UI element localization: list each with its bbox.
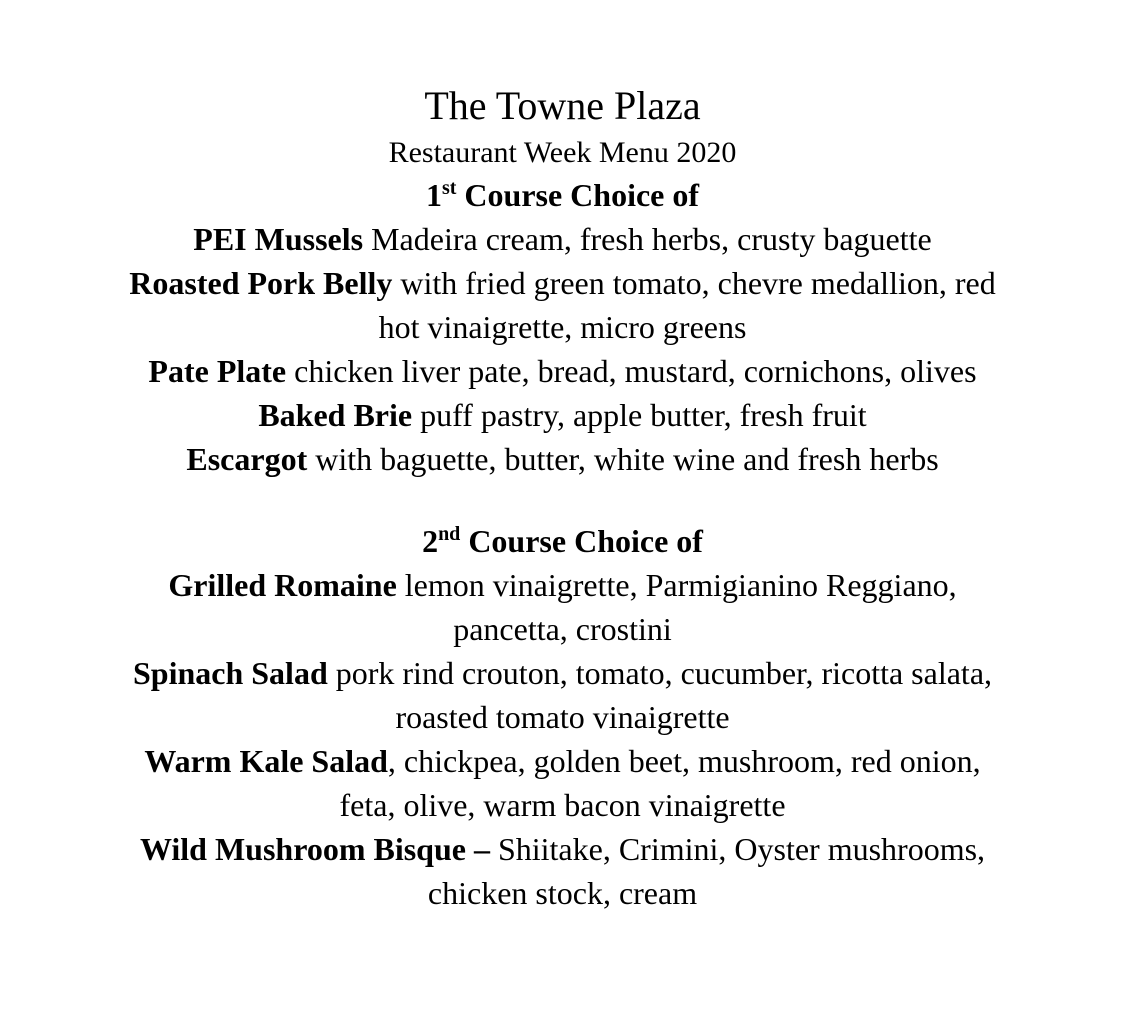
menu-subtitle: Restaurant Week Menu 2020 [388, 136, 737, 169]
item-description: chicken liver pate, bread, mustard, cornichons, olives [286, 353, 977, 389]
course-items [128, 563, 998, 915]
menu-item-spinach-salad [128, 651, 998, 739]
item-name: Roasted Pork Belly [129, 265, 393, 301]
item-name: Escargot [186, 441, 308, 477]
menu-item-escargot [128, 437, 998, 481]
menu-item-wild-mushroom-bisque [128, 827, 998, 915]
course-divider-space [0, 481, 1125, 519]
course-items [128, 217, 998, 481]
menu [0, 79, 1125, 915]
item-name: Pate Plate [148, 353, 287, 389]
item-description: with baguette, butter, white wine and fresh herbs [307, 441, 939, 477]
menu-item-pei-mussels [128, 217, 998, 261]
item-description: puff pastry, apple butter, fresh fruit [412, 397, 867, 433]
menu-item-baked-brie [128, 393, 998, 437]
item-name: Spinach Salad [132, 655, 328, 691]
item-name: Grilled Romaine [168, 567, 397, 603]
course-heading: 1st Course Choice of [425, 177, 700, 213]
item-name: Wild Mushroom Bisque – [139, 831, 490, 867]
item-description: with fried green tomato, chevre medallion, red hot vinaigrette, micro greens [378, 265, 996, 345]
restaurant-title: The Towne Plaza [424, 83, 701, 128]
item-name: Baked Brie [258, 397, 413, 433]
course-heading: 2nd Course Choice of [422, 523, 703, 559]
item-name: Warm Kale Salad [144, 743, 388, 779]
item-description: pork rind crouton, tomato, cucumber, ricotta salata, roasted tomato vinaigrette [327, 655, 993, 735]
menu-item-warm-kale-salad [128, 739, 998, 827]
menu-item-pate-plate [128, 349, 998, 393]
item-name: PEI Mussels [193, 221, 364, 257]
item-description: , chickpea, golden beet, mushroom, red onion, feta, olive, warm bacon vinaigrette [339, 743, 981, 823]
course-1 [0, 173, 1125, 481]
menu-item-roasted-pork-belly [128, 261, 998, 349]
menu-item-grilled-romaine [128, 563, 998, 651]
item-description: Shiitake, Crimini, Oyster mushrooms, chicken stock, cream [427, 831, 986, 911]
item-description: Madeira cream, fresh herbs, crusty baguette [363, 221, 932, 257]
course-2 [0, 519, 1125, 915]
item-description: lemon vinaigrette, Parmigianino Reggiano, pancetta, crostini [396, 567, 957, 647]
